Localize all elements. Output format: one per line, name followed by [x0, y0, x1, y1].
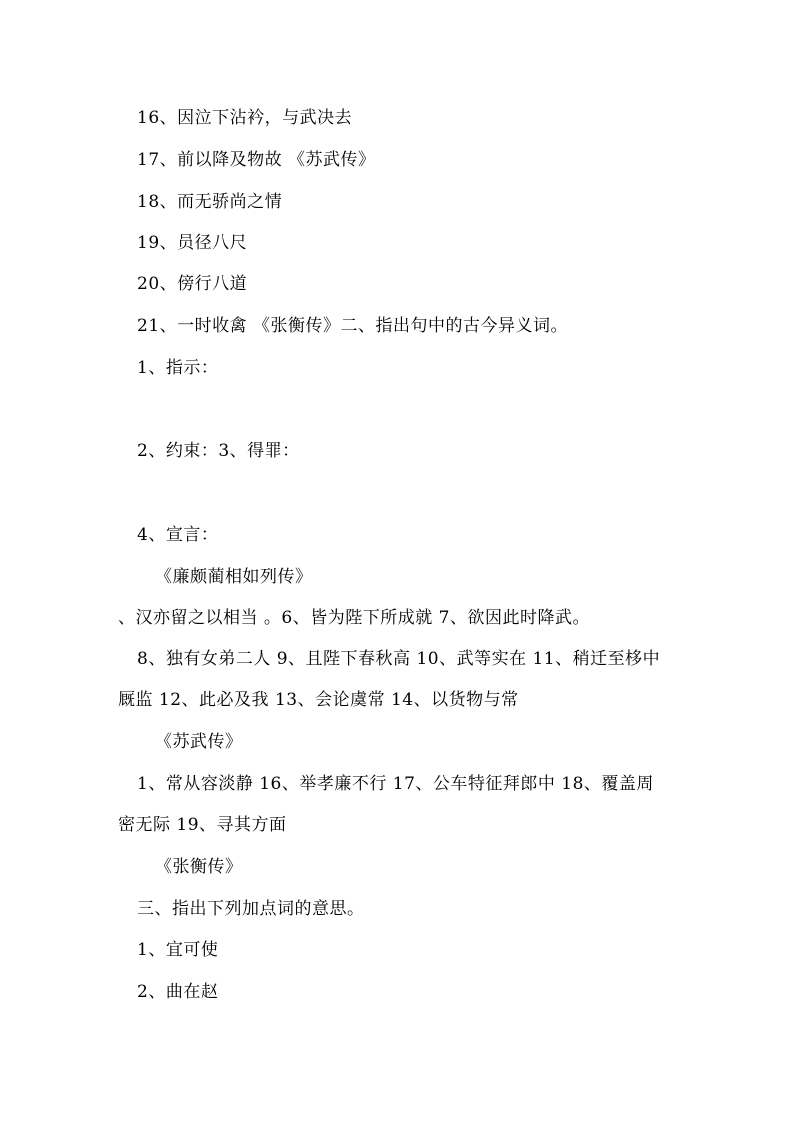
text-line-8: 2、约束：3、得罪：	[137, 441, 300, 461]
text-line-15: 1、常从容淡静 16、举孝廉不行 17、公车特征拜郎中 18、覆盖周	[137, 774, 654, 794]
book-title-lianpo: 《廉颇蔺相如列传》	[155, 567, 313, 587]
book-title-zhangheng: 《张衡传》	[155, 857, 243, 877]
text-line-19: 1、宜可使	[137, 940, 219, 960]
text-line-7: 1、指示：	[137, 358, 219, 378]
text-line-4: 19、员径八尺	[137, 233, 248, 253]
text-line-6: 21、一时收禽 《张衡传》二、指出句中的古今异义词。	[137, 316, 569, 336]
text-line-12: 8、独有女弟二人 9、且陛下春秋高 10、武等实在 11、稍迁至栘中	[137, 649, 661, 669]
section-heading-3: 三、指出下列加点词的意思。	[137, 899, 365, 919]
text-line-20: 2、曲在赵	[137, 982, 219, 1002]
book-title-suwu: 《苏武传》	[155, 732, 243, 752]
text-line-13: 厩监 12、此必及我 13、会论虞常 14、以货物与常	[118, 690, 519, 710]
text-line-2: 17、前以降及物故 《苏武传》	[137, 150, 376, 170]
text-line-16: 密无际 19、寻其方面	[118, 815, 287, 835]
text-line-3: 18、而无骄尚之情	[137, 192, 283, 212]
text-line-11: 、汉亦留之以相当 。6、皆为陛下所成就 7、欲因此时降武。	[118, 608, 590, 628]
text-line-5: 20、傍行八道	[137, 274, 248, 294]
text-line-1: 16、因泣下沾衿，与武决去	[137, 108, 353, 128]
text-line-9: 4、宣言：	[137, 525, 219, 545]
